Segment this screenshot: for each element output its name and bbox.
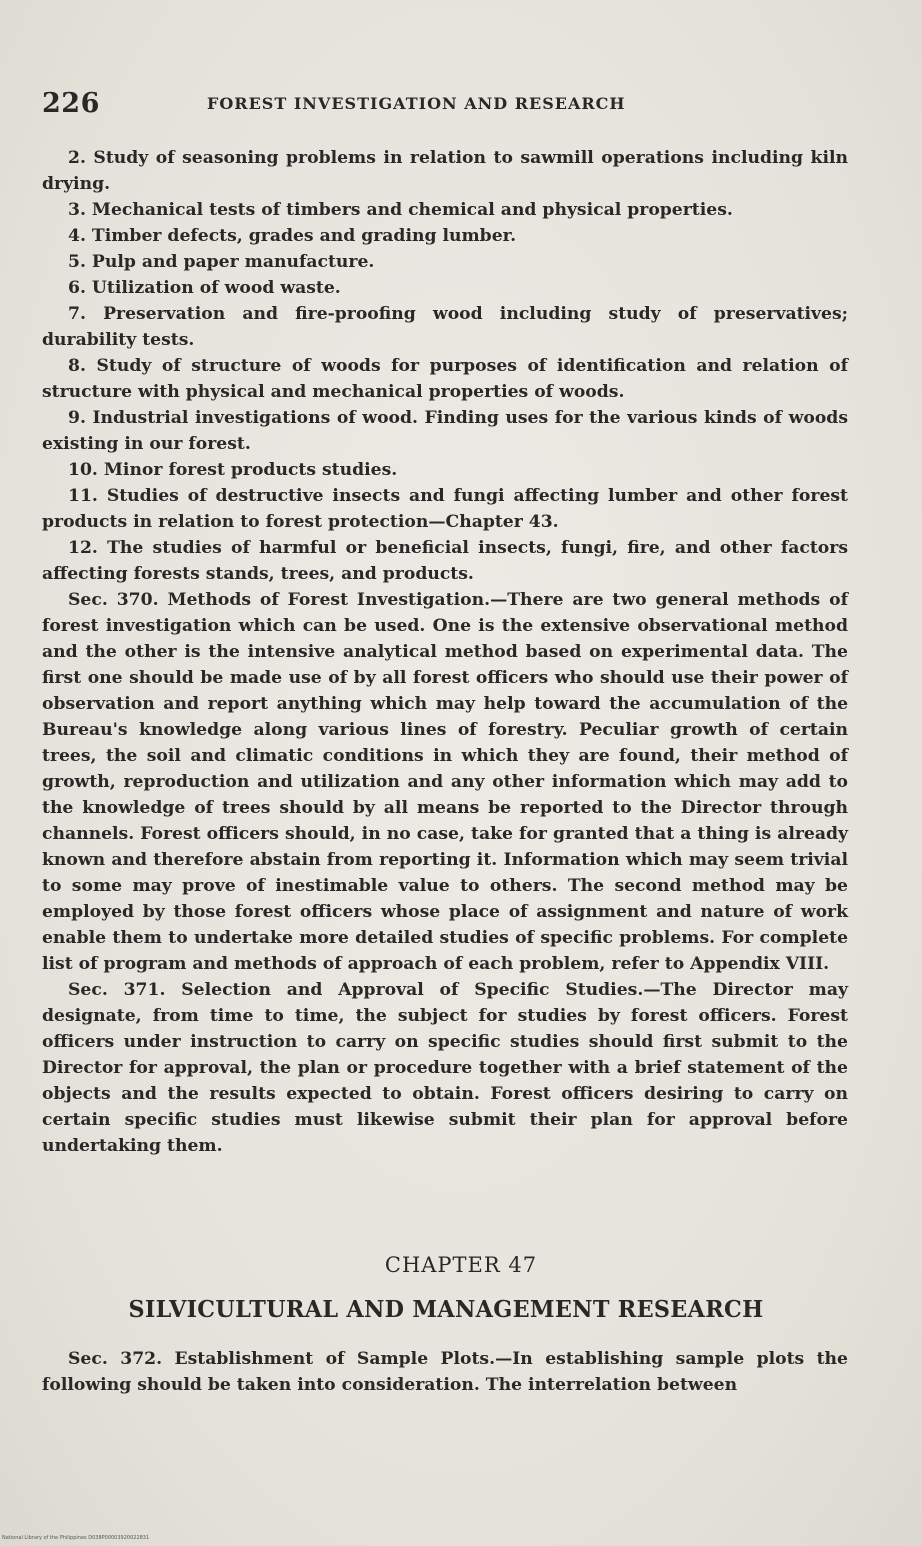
list-item: 8. Study of structure of woods for purposes of identification and relation of structure with physical and mechanical properties of woods. [42,356,848,402]
list-item: 2. Study of seasoning problems in relation to sawmill operations including kiln drying. [42,148,848,194]
section-370-text: —There are two general methods of forest investigation which can be used. One is the extensive observational method and the other is the intensive analytical method based on experimental data. The first one should be made use of by all forest officers who should use their power of observation and report anything which may help toward the accumulation of the Bureau's knowledge along various lines of forestry. Peculiar growth of certain trees, the soil and climatic conditions in which they are found, their method of growth, reproduction and utilization and any other information which may add to the knowledge of trees should by all means be reported to the Director through channels. Forest officers should, in no case, take for granted that a thing is already known and therefore abstain from reporting it. Information which may seem trivial to some may prove of inestimable value to others. The second method may be employed by those forest officers whose place of assignment and nature of work enable them to undertake more detailed studies of specific problems. For complete list of program and methods of approach of each problem, refer to Appendix VIII. [42,590,848,974]
main-text [42,145,848,1159]
chapter-text [42,1346,848,1398]
list-item: 10. Minor forest products studies. [68,460,398,480]
page-number: 226 [42,88,100,119]
page-header [42,88,862,128]
list-item: 7. Preservation and fire-proofing wood including study of preservatives; durability tests. [42,304,848,350]
chapter-label: CHAPTER 47 [384,1253,538,1277]
list-item: 9. Industrial investigations of wood. Finding uses for the various kinds of woods existing in our forest. [42,408,848,454]
scan-credit: National Library of the Philippines D038P00003920022831 [2,1535,150,1541]
list-item: 5. Pulp and paper manufacture. [68,252,375,272]
section-371-heading: Sec. 371. Selection and Approval of Specific Studies. [68,980,644,1000]
section-371-text: —The Director may designate, from time to time, the subject for studies by forest officers. Forest officers under instruction to carry on specific studies should first submit to the Director for approval, the plan or procedure together with a brief statement of the objects and the results expected to obtain. Forest officers desiring to carry on certain specific studies must likewise submit their plan for approval before undertaking them. [42,980,848,1156]
list-item: 12. The studies of harmful or beneficial insects, fungi, fire, and other factors affecting forests stands, trees, and products. [42,538,848,584]
section-371 [42,977,848,1159]
chapter-title: SILVICULTURAL AND MANAGEMENT RESEARCH [128,1296,764,1323]
list-item: 11. Studies of destructive insects and fungi affecting lumber and other forest products in relation to forest protection—Chapter 43. [42,486,848,532]
section-372 [42,1346,848,1398]
list-item: 3. Mechanical tests of timbers and chemical and physical properties. [68,200,733,220]
section-370-heading: Sec. 370. Methods of Forest Investigation. [68,590,491,610]
section-372-text: —In establishing sample plots the following should be taken into consideration. The interrelation between [42,1349,848,1395]
list-item: 6. Utilization of wood waste. [68,278,341,298]
section-372-heading: Sec. 372. Establishment of Sample Plots. [68,1349,496,1369]
section-370 [42,587,848,977]
list-item: 4. Timber defects, grades and grading lumber. [68,226,517,246]
running-title: FOREST INVESTIGATION AND RESEARCH [207,94,626,113]
